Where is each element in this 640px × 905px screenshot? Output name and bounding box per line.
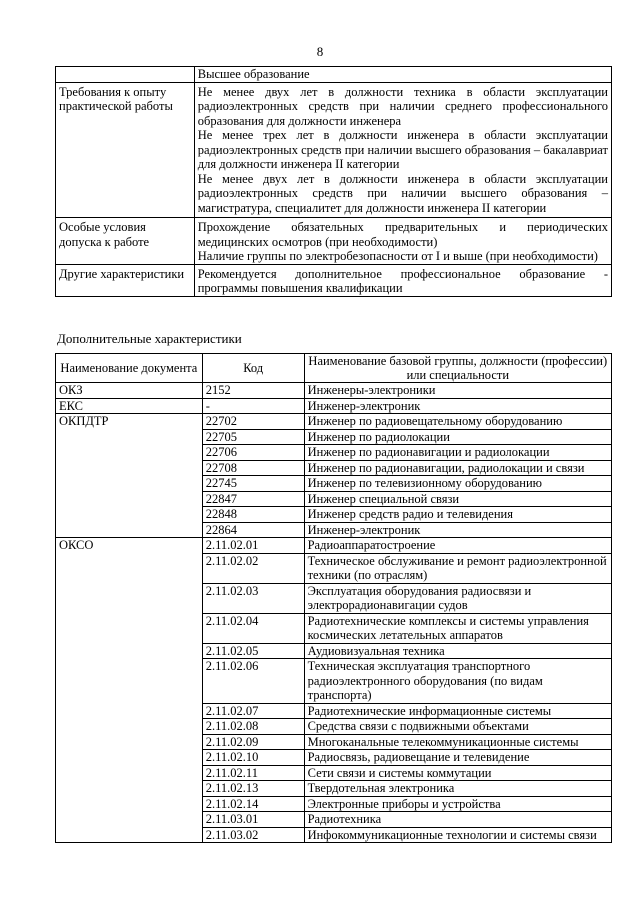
- table-header-row: [56, 354, 612, 383]
- code-cell: 2.11.02.04: [202, 613, 304, 643]
- page-number: 8: [316, 44, 324, 59]
- name-cell: Твердотельная электроника: [304, 781, 611, 797]
- code-cell: -: [202, 398, 304, 414]
- name-cell: Радиосвязь, радиовещание и телевидение: [304, 750, 611, 766]
- table-row: [56, 82, 612, 218]
- document-cell: ЕКС: [56, 398, 203, 414]
- code-cell: 2.11.02.10: [202, 750, 304, 766]
- name-cell: Инженер-электроник: [304, 522, 611, 538]
- row-value: Высшее образование: [194, 67, 611, 83]
- name-cell: Сети связи и системы коммутации: [304, 765, 611, 781]
- name-cell: Инженер-электроник: [304, 398, 611, 414]
- column-header-code: Код: [202, 354, 304, 383]
- name-cell: Радиотехнические комплексы и системы управления космических летательных аппаратов: [304, 613, 611, 643]
- name-cell: Инженер по телевизионному оборудованию: [304, 476, 611, 492]
- code-cell: 22864: [202, 522, 304, 538]
- requirements-table: [55, 66, 612, 297]
- name-cell: Аудиовизуальная техника: [304, 643, 611, 659]
- table-body: [56, 383, 612, 843]
- code-cell: 22705: [202, 429, 304, 445]
- name-cell: Радиотехника: [304, 812, 611, 828]
- document-cell: ОКСО: [56, 538, 203, 843]
- name-cell: Техническая эксплуатация транспортного радиоэлектронного оборудования (по видам транспорта): [304, 659, 611, 704]
- code-cell: 2.11.03.01: [202, 812, 304, 828]
- code-cell: 2.11.02.05: [202, 643, 304, 659]
- requirement-line: Наличие группы по электробезопасности от I и выше (при необходимости): [197, 249, 598, 263]
- code-cell: 2.11.03.02: [202, 827, 304, 843]
- name-cell: Инженер по радионавигации и радиолокации: [304, 445, 611, 461]
- code-cell: 2.11.02.14: [202, 796, 304, 812]
- requirement-line: Не менее двух лет в должности техника в области эксплуатации радиоэлектронных средств при наличии среднего профессионального образования для должности инженера: [197, 84, 608, 128]
- code-cell: 22848: [202, 507, 304, 523]
- code-cell: 22847: [202, 491, 304, 507]
- code-cell: 2.11.02.07: [202, 703, 304, 719]
- code-cell: 22745: [202, 476, 304, 492]
- table-row: [56, 414, 612, 430]
- code-cell: 2.11.02.02: [202, 553, 304, 583]
- code-cell: 22708: [202, 460, 304, 476]
- name-cell: Радиоаппаратостроение: [304, 538, 611, 554]
- name-cell: Инженер специальной связи: [304, 491, 611, 507]
- name-cell: Эксплуатация оборудования радиосвязи и электрорадионавигации судов: [304, 583, 611, 613]
- row-value: [194, 264, 611, 296]
- row-label: Другие характеристики: [56, 264, 195, 296]
- row-value: [194, 218, 611, 265]
- code-cell: 2.11.02.11: [202, 765, 304, 781]
- name-cell: Инженер по радиолокации: [304, 429, 611, 445]
- name-cell: Радиотехнические информационные системы: [304, 703, 611, 719]
- column-header-document: Наименование документа: [56, 354, 203, 383]
- name-cell: Многоканальные телекоммуникационные системы: [304, 734, 611, 750]
- table-row: [56, 264, 612, 296]
- code-cell: 2.11.02.13: [202, 781, 304, 797]
- requirement-line: Не менее двух лет в должности инженера в области эксплуатации радиоэлектронных средств при наличии высшего образования – магистратура, специалитет для должности инженера II категории: [197, 171, 608, 215]
- row-label: Особые условия допуска к работе: [56, 218, 195, 265]
- document-cell: ОКЗ: [56, 383, 203, 399]
- table-row: [56, 383, 612, 399]
- code-cell: 22702: [202, 414, 304, 430]
- code-cell: 2.11.02.09: [202, 734, 304, 750]
- requirement-line: Не менее трех лет в должности инженера в области эксплуатации радиоэлектронных средств при наличии высшего образования – бакалавриат для должности инженера II категории: [197, 128, 608, 171]
- row-value: [194, 82, 611, 218]
- requirement-line: Прохождение обязательных предварительных и периодических медицинских осмотров (при необходимости): [197, 220, 608, 249]
- characteristics-table: [55, 353, 612, 843]
- table-row: [56, 218, 612, 265]
- name-cell: Средства связи с подвижными объектами: [304, 719, 611, 735]
- name-cell: Инженер по радиовещательному оборудованию: [304, 414, 611, 430]
- code-cell: 2.11.02.08: [202, 719, 304, 735]
- name-cell: Техническое обслуживание и ремонт радиоэлектронной техники (по отраслям): [304, 553, 611, 583]
- name-cell: Электронные приборы и устройства: [304, 796, 611, 812]
- name-cell: Инженер по радионавигации, радиолокации и связи: [304, 460, 611, 476]
- document-cell: ОКПДТР: [56, 414, 203, 538]
- column-header-name: Наименование базовой группы, должности (профессии) или специальности: [304, 354, 611, 383]
- name-cell: Инженеры-электроники: [304, 383, 611, 399]
- code-cell: 2.11.02.03: [202, 583, 304, 613]
- row-label: Требования к опыту практической работы: [56, 82, 195, 218]
- code-cell: 2152: [202, 383, 304, 399]
- code-cell: 2.11.02.01: [202, 538, 304, 554]
- table-row: [56, 538, 612, 554]
- code-cell: 22706: [202, 445, 304, 461]
- name-cell: Инфокоммуникационные технологии и системы связи: [304, 827, 611, 843]
- row-label: [56, 67, 195, 83]
- section-heading: Дополнительные характеристики: [57, 331, 242, 346]
- table-row: [56, 398, 612, 414]
- name-cell: Инженер средств радио и телевидения: [304, 507, 611, 523]
- code-cell: 2.11.02.06: [202, 659, 304, 704]
- requirement-line: Рекомендуется дополнительное профессиональное образование - программы повышения квалификации: [197, 266, 608, 295]
- table-row: [56, 67, 612, 83]
